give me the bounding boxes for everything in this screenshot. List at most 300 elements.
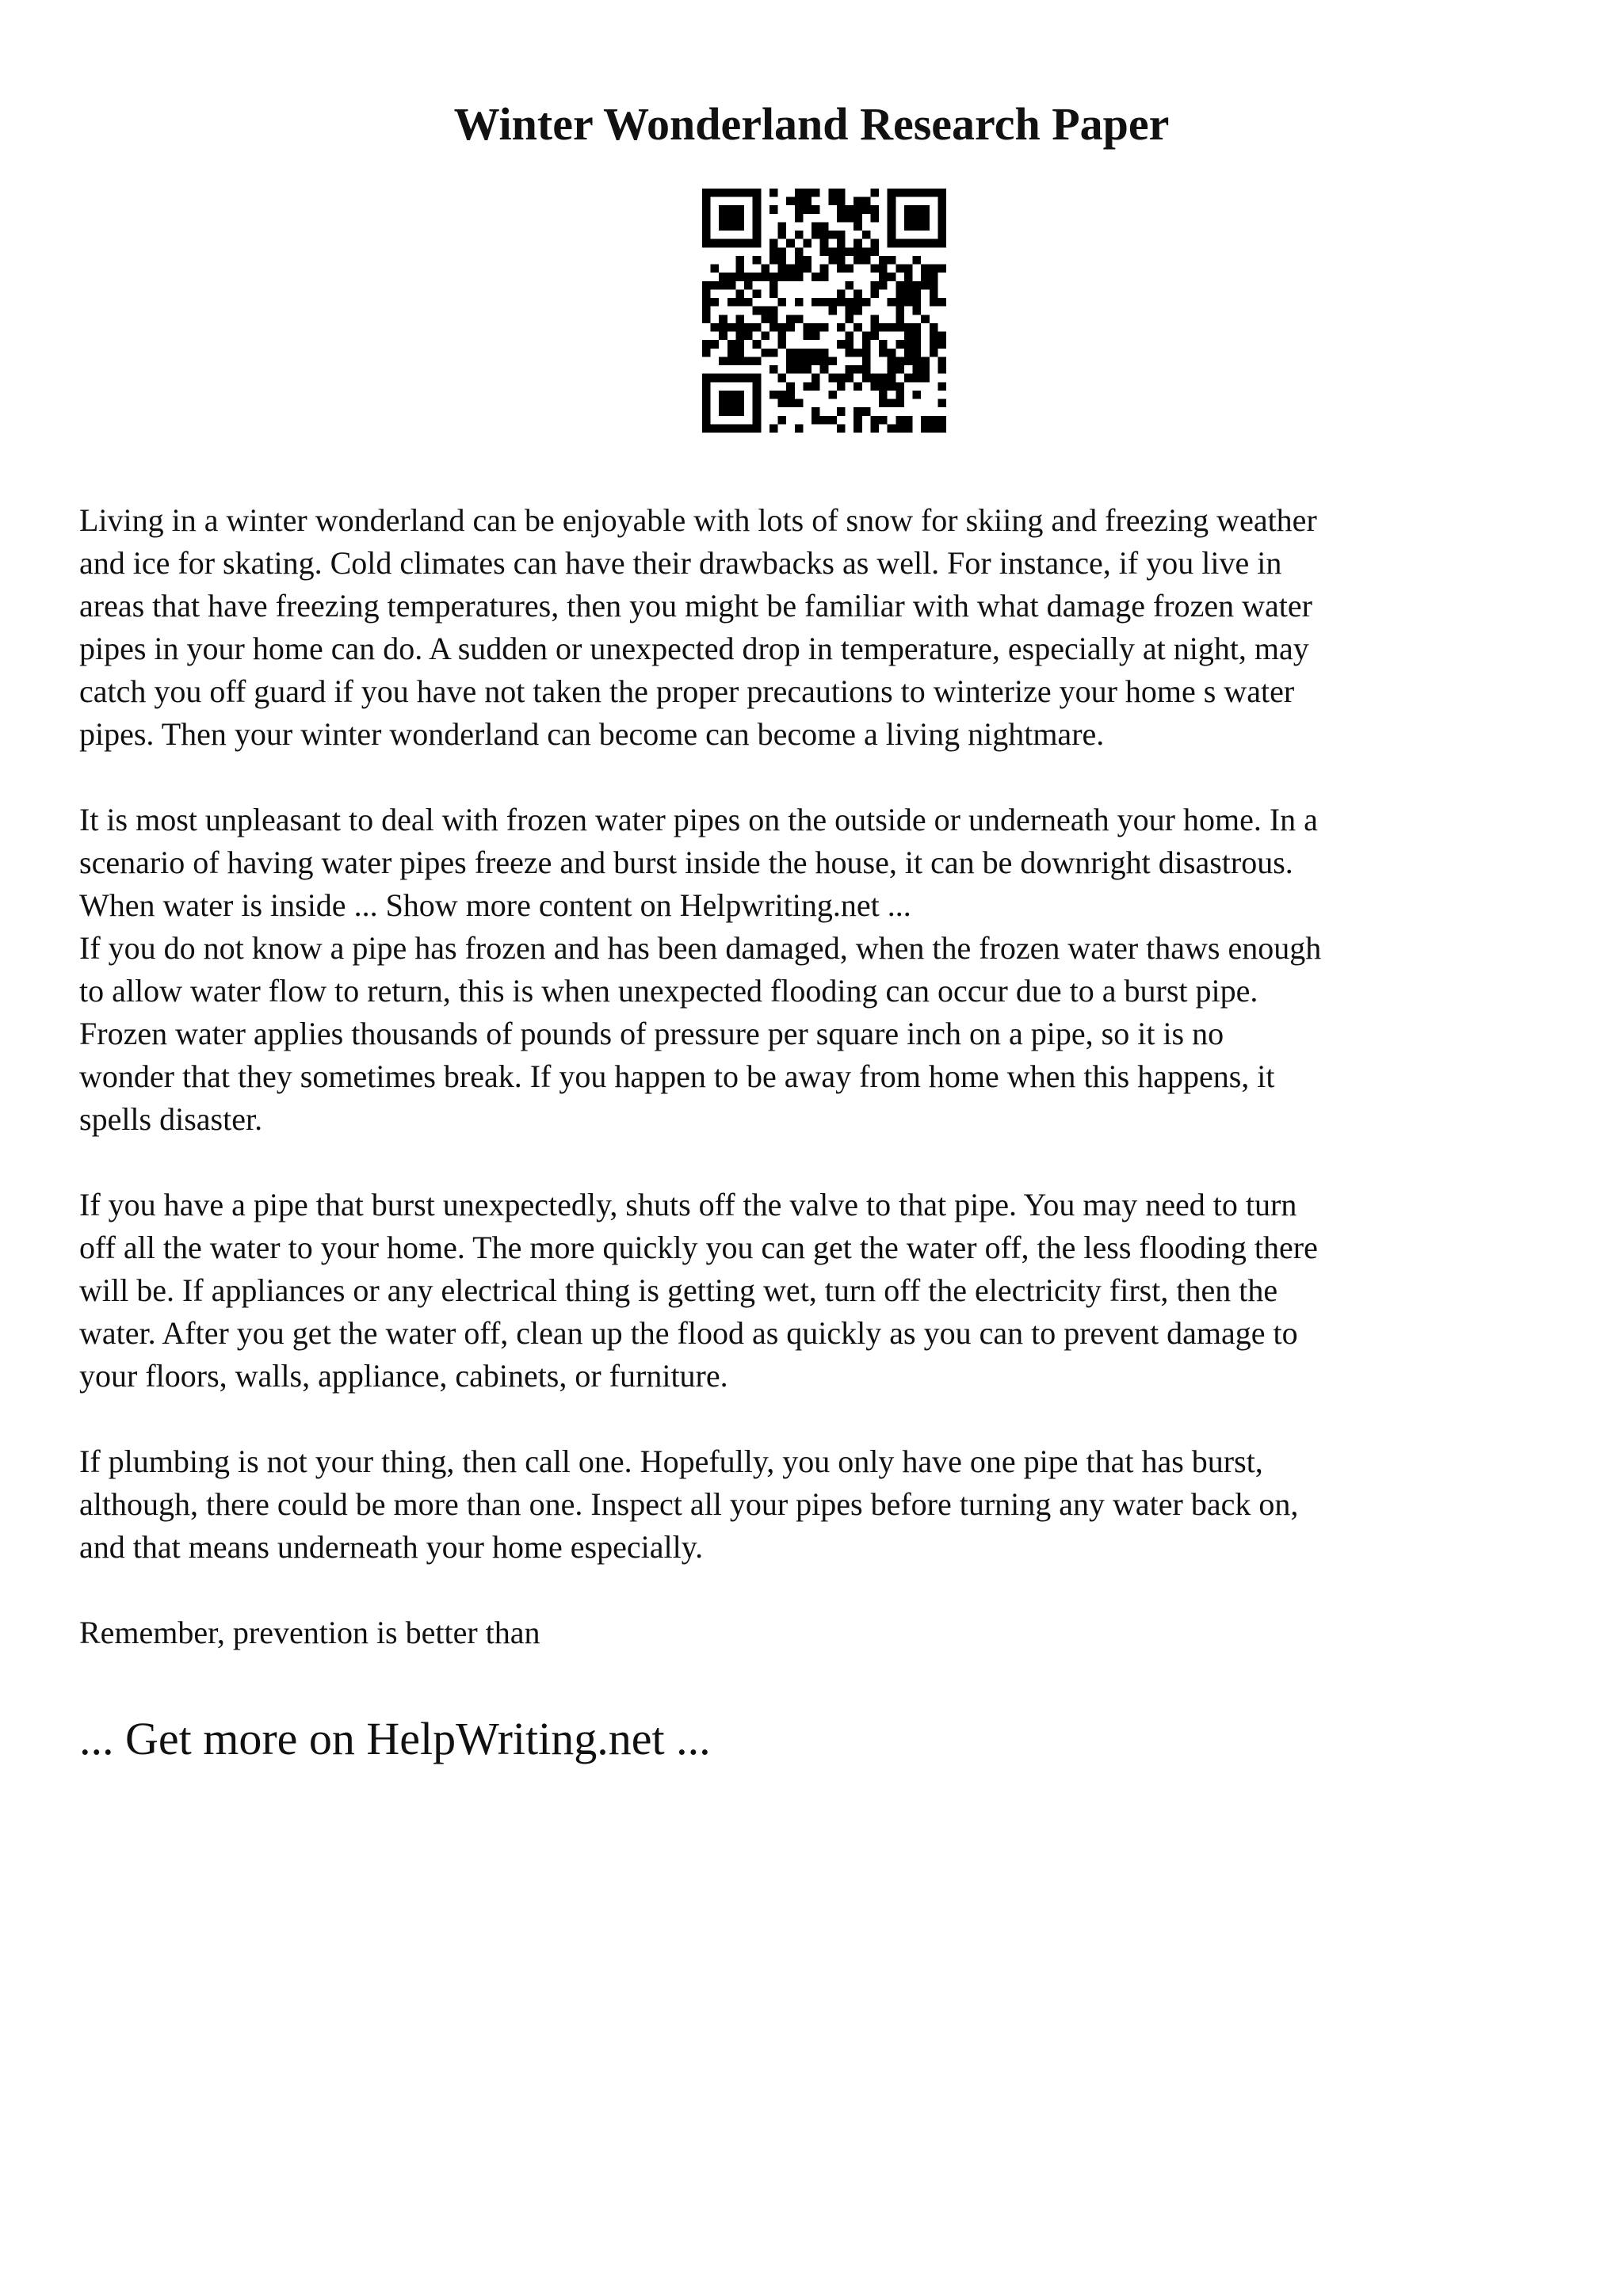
- qr-module: [702, 416, 711, 425]
- page-title: Winter Wonderland Research Paper: [453, 98, 1170, 150]
- qr-module: [711, 281, 720, 290]
- qr-module: [820, 365, 829, 374]
- qr-module: [702, 307, 711, 315]
- qr-module: [727, 323, 736, 332]
- qr-module: [870, 239, 879, 248]
- qr-module: [753, 307, 762, 315]
- qr-module: [803, 205, 812, 214]
- qr-module: [846, 265, 854, 273]
- qr-module: [862, 231, 871, 239]
- qr-module: [803, 332, 812, 341]
- qr-module: [862, 374, 871, 383]
- qr-module: [786, 239, 795, 248]
- qr-module: [854, 239, 862, 248]
- qr-module: [938, 424, 946, 433]
- qr-module: [913, 214, 922, 223]
- qr-module: [930, 416, 938, 425]
- paragraph-plumbing: If plumbing is not your thing, then call one. Hopefully, you only have one pipe that has burst, although, there could be more than one. Inspect all your pipes before turning any water back on, and that means underneath your home especially.: [79, 1444, 1299, 1565]
- qr-module: [769, 273, 778, 281]
- qr-module: [888, 365, 896, 374]
- qr-module: [854, 323, 862, 332]
- qr-module: [921, 315, 930, 323]
- qr-module: [846, 307, 854, 315]
- qr-module: [719, 391, 727, 399]
- qr-module: [702, 349, 711, 357]
- qr-module: [888, 197, 896, 206]
- qr-module: [753, 289, 762, 298]
- qr-module: [702, 281, 711, 290]
- qr-module: [837, 289, 846, 298]
- qr-module: [812, 416, 820, 425]
- paragraph-damage: If you do not know a pipe has frozen and has been damaged, when the frozen water thaws enough to allow water flow to return, this is when unexpected flooding can occur due to a burst pipe. Frozen water applies thousands of pounds of pressure per square inch on a pipe, so it is no wonder that they sometimes break. If you happen to be away from home when this happens, it spells disaster.: [79, 930, 1322, 1137]
- qr-module: [854, 349, 862, 357]
- qr-module: [812, 205, 820, 214]
- qr-module: [904, 332, 913, 341]
- qr-module: [837, 298, 846, 307]
- qr-module: [744, 273, 753, 281]
- get-more-link[interactable]: ... Get more on HelpWriting.net ...: [79, 1713, 711, 1764]
- qr-module: [921, 214, 930, 223]
- qr-module: [896, 298, 904, 307]
- qr-module: [727, 399, 736, 408]
- qr-module: [820, 349, 829, 357]
- qr-module: [735, 289, 744, 298]
- qr-module: [888, 374, 896, 383]
- qr-module: [938, 332, 946, 341]
- qr-module: [711, 323, 720, 332]
- qr-module: [828, 197, 837, 206]
- qr-module: [753, 222, 762, 231]
- qr-module: [879, 399, 888, 408]
- qr-module: [904, 214, 913, 223]
- qr-module: [769, 247, 778, 256]
- qr-module: [879, 340, 888, 349]
- qr-module: [727, 239, 736, 248]
- qr-module: [913, 349, 922, 357]
- qr-module: [820, 298, 829, 307]
- qr-module: [828, 416, 837, 425]
- qr-module: [812, 298, 820, 307]
- qr-module: [913, 256, 922, 265]
- qr-module: [930, 265, 938, 273]
- qr-module: [896, 365, 904, 374]
- qr-module: [921, 365, 930, 374]
- qr-module: [753, 239, 762, 248]
- qr-module: [904, 189, 913, 197]
- qr-module: [735, 273, 744, 281]
- qr-module: [778, 332, 787, 341]
- qr-module: [778, 416, 787, 425]
- qr-module: [938, 197, 946, 206]
- qr-module: [862, 349, 871, 357]
- qr-module: [837, 424, 846, 433]
- qr-module: [879, 265, 888, 273]
- qr-module: [786, 197, 795, 206]
- qr-module: [753, 391, 762, 399]
- qr-module: [744, 357, 753, 365]
- qr-module: [786, 391, 795, 399]
- qr-module: [753, 231, 762, 239]
- qr-module: [744, 298, 753, 307]
- qr-module: [870, 189, 879, 197]
- qr-module: [778, 340, 787, 349]
- qr-module: [795, 256, 804, 265]
- qr-module: [888, 239, 896, 248]
- qr-module: [702, 391, 711, 399]
- qr-module: [870, 289, 879, 298]
- qr-module: [879, 349, 888, 357]
- qr-module: [896, 315, 904, 323]
- qr-module: [812, 231, 820, 239]
- qr-module: [837, 247, 846, 256]
- qr-module: [719, 374, 727, 383]
- qr-module: [888, 256, 896, 265]
- qr-module: [862, 407, 871, 416]
- qr-module: [888, 214, 896, 223]
- qr-module: [753, 382, 762, 391]
- qr-module: [744, 323, 753, 332]
- qr-module: [913, 365, 922, 374]
- qr-module: [719, 205, 727, 214]
- qr-module: [702, 231, 711, 239]
- qr-module: [896, 416, 904, 425]
- qr-module: [837, 340, 846, 349]
- qr-module: [803, 239, 812, 248]
- qr-module: [761, 332, 769, 341]
- qr-module: [735, 332, 744, 341]
- qr-module: [846, 298, 854, 307]
- qr-module: [769, 365, 778, 374]
- qr-module: [837, 205, 846, 214]
- qr-module: [761, 265, 769, 273]
- paragraph-frozen-pipes: It is most unpleasant to deal with frozen water pipes on the outside or underneath your home. In a scenario of having water pipes freeze and burst inside the house, it can be downright disastrous. When water is inside ... Show more content on Helpwriting.net ...: [79, 802, 1318, 923]
- qr-module: [837, 256, 846, 265]
- qr-module: [803, 357, 812, 365]
- qr-module: [778, 391, 787, 399]
- qr-module: [753, 323, 762, 332]
- qr-module: [904, 265, 913, 273]
- qr-module: [727, 205, 736, 214]
- qr-module: [896, 399, 904, 408]
- qr-module: [938, 357, 946, 365]
- qr-module: [719, 357, 727, 365]
- qr-module: [702, 382, 711, 391]
- qr-module: [854, 197, 862, 206]
- qr-module: [913, 391, 922, 399]
- qr-module: [888, 298, 896, 307]
- qr-module: [778, 374, 787, 383]
- qr-module: [930, 424, 938, 433]
- qr-module: [930, 239, 938, 248]
- qr-module: [769, 349, 778, 357]
- qr-module: [735, 340, 744, 349]
- qr-module: [904, 239, 913, 248]
- qr-module: [711, 189, 720, 197]
- qr-module: [888, 231, 896, 239]
- qr-module: [711, 298, 720, 307]
- qr-module: [778, 273, 787, 281]
- qr-module: [711, 239, 720, 248]
- qr-module: [846, 340, 854, 349]
- qr-module: [727, 214, 736, 223]
- qr-module: [727, 298, 736, 307]
- qr-module: [938, 231, 946, 239]
- qr-module: [727, 349, 736, 357]
- qr-module: [870, 374, 879, 383]
- qr-module: [913, 281, 922, 290]
- qr-module: [828, 298, 837, 307]
- qr-module: [702, 399, 711, 408]
- qr-module: [828, 256, 837, 265]
- qr-module: [803, 256, 812, 265]
- qr-module: [820, 222, 829, 231]
- qr-module: [837, 239, 846, 248]
- qr-module: [753, 374, 762, 383]
- qr-module: [702, 407, 711, 416]
- qr-module: [837, 189, 846, 197]
- qr-module: [719, 273, 727, 281]
- qr-module: [735, 239, 744, 248]
- qr-module: [921, 239, 930, 248]
- qr-module: [888, 273, 896, 281]
- qr-module: [769, 424, 778, 433]
- qr-module: [904, 222, 913, 231]
- qr-module: [904, 289, 913, 298]
- qr-module: [735, 349, 744, 357]
- qr-module: [930, 298, 938, 307]
- qr-module: [820, 323, 829, 332]
- qr-module: [888, 323, 896, 332]
- qr-module: [761, 349, 769, 357]
- qr-module: [921, 374, 930, 383]
- qr-module: [735, 391, 744, 399]
- qr-module: [795, 231, 804, 239]
- qr-module: [896, 189, 904, 197]
- qr-module: [870, 265, 879, 273]
- qr-module: [795, 315, 804, 323]
- qr-module: [727, 374, 736, 383]
- qr-module: [879, 323, 888, 332]
- qr-module: [769, 239, 778, 248]
- qr-module: [753, 197, 762, 206]
- qr-module: [879, 273, 888, 281]
- qr-module: [837, 323, 846, 332]
- qr-module: [854, 424, 862, 433]
- qr-module: [769, 189, 778, 197]
- qr-module: [896, 340, 904, 349]
- qr-module: [812, 382, 820, 391]
- qr-module: [820, 247, 829, 256]
- qr-module: [795, 197, 804, 206]
- qr-module: [753, 273, 762, 281]
- qr-module: [879, 374, 888, 383]
- qr-module: [753, 189, 762, 197]
- qr-module: [719, 239, 727, 248]
- qr-module: [828, 231, 837, 239]
- qr-module: [938, 239, 946, 248]
- qr-module: [828, 247, 837, 256]
- qr-module: [870, 332, 879, 341]
- qr-module: [702, 340, 711, 349]
- qr-module: [888, 424, 896, 433]
- qr-module: [769, 205, 778, 214]
- qr-module: [938, 340, 946, 349]
- qr-module: [854, 365, 862, 374]
- qr-module: [769, 289, 778, 298]
- qr-module: [786, 349, 795, 357]
- qr-module: [854, 289, 862, 298]
- qr-module: [913, 307, 922, 315]
- qr-module: [888, 222, 896, 231]
- qr-module: [812, 189, 820, 197]
- paragraph-prevention: Remember, prevention is better than: [79, 1615, 540, 1650]
- paragraph-intro: Living in a winter wonderland can be enjoyable with lots of snow for skiing and freezing weather and ice for skating. Cold climates can have their drawbacks as well. For instance, if you live in areas that have freezing temperatures, then you might be familiar with what damage frozen water pipes in your home can do. A sudden or unexpected drop in temperature, especially at night, may catch you off guard if you have not taken the proper precautions to winterize your home s water pipes. Then your winter wonderland can become can become a living nightmare.: [79, 502, 1317, 752]
- qr-module: [904, 323, 913, 332]
- qr-module: [702, 214, 711, 223]
- qr-module: [904, 298, 913, 307]
- qr-module: [735, 189, 744, 197]
- qr-module: [820, 239, 829, 248]
- qr-module: [778, 256, 787, 265]
- qr-module: [719, 399, 727, 408]
- qr-module: [904, 340, 913, 349]
- qr-module: [735, 323, 744, 332]
- qr-module: [778, 323, 787, 332]
- qr-module: [735, 357, 744, 365]
- qr-module: [702, 239, 711, 248]
- qr-module: [854, 382, 862, 391]
- qr-module: [803, 265, 812, 273]
- qr-module: [778, 265, 787, 273]
- qr-module: [896, 239, 904, 248]
- qr-module: [888, 399, 896, 408]
- qr-module: [930, 289, 938, 298]
- qr-module: [921, 189, 930, 197]
- qr-module: [719, 189, 727, 197]
- qr-module: [938, 205, 946, 214]
- qr-module: [904, 281, 913, 290]
- qr-module: [795, 247, 804, 256]
- qr-module: [930, 349, 938, 357]
- qr-module: [846, 332, 854, 341]
- qr-module: [795, 273, 804, 281]
- qr-module: [711, 265, 720, 273]
- qr-module: [744, 281, 753, 290]
- qr-module: [913, 374, 922, 383]
- qr-module: [753, 416, 762, 425]
- qr-module: [702, 205, 711, 214]
- qr-module: [854, 222, 862, 231]
- qr-module: [727, 424, 736, 433]
- qr-module: [828, 357, 837, 365]
- qr-module: [727, 407, 736, 416]
- qr-module: [930, 281, 938, 290]
- qr-module: [888, 349, 896, 357]
- qr-module: [854, 407, 862, 416]
- qr-module: [702, 189, 711, 197]
- qr-module: [702, 298, 711, 307]
- qr-module: [735, 298, 744, 307]
- qr-module: [769, 315, 778, 323]
- qr-module: [846, 214, 854, 223]
- qr-module: [846, 205, 854, 214]
- qr-module: [870, 424, 879, 433]
- qr-module: [846, 349, 854, 357]
- qr-module: [719, 323, 727, 332]
- qr-module: [870, 214, 879, 223]
- qr-module: [846, 281, 854, 290]
- qr-module: [753, 256, 762, 265]
- qr-module: [913, 205, 922, 214]
- qr-module: [735, 222, 744, 231]
- qr-module: [904, 424, 913, 433]
- qr-module: [896, 289, 904, 298]
- qr-module: [786, 273, 795, 281]
- qr-module: [938, 365, 946, 374]
- qr-module: [735, 265, 744, 273]
- qr-module: [702, 222, 711, 231]
- qr-module: [786, 357, 795, 365]
- qr-module: [862, 365, 871, 374]
- qr-module: [735, 256, 744, 265]
- qr-module: [719, 424, 727, 433]
- qr-module: [828, 374, 837, 383]
- qr-module: [938, 222, 946, 231]
- qr-module: [828, 391, 837, 399]
- qr-module: [795, 349, 804, 357]
- qr-module: [753, 205, 762, 214]
- qr-module: [921, 281, 930, 290]
- qr-module: [711, 340, 720, 349]
- qr-module: [727, 222, 736, 231]
- qr-module: [744, 332, 753, 341]
- qr-module: [812, 374, 820, 383]
- qr-module: [904, 273, 913, 281]
- qr-module: [896, 357, 904, 365]
- qr-module: [870, 315, 879, 323]
- qr-module: [938, 382, 946, 391]
- qr-module: [711, 424, 720, 433]
- qr-module: [778, 298, 787, 307]
- qr-module: [854, 205, 862, 214]
- qr-module: [702, 424, 711, 433]
- qr-module: [719, 332, 727, 341]
- qr-module: [778, 231, 787, 239]
- qr-module: [913, 332, 922, 341]
- qr-module: [719, 222, 727, 231]
- qr-module: [727, 340, 736, 349]
- qr-module: [795, 205, 804, 214]
- qr-module: [846, 247, 854, 256]
- paragraph-burst-pipe: If you have a pipe that burst unexpectedly, shuts off the valve to that pipe. You may need to turn off all the water to your home. The more quickly you can get the water off, the less flooding there will be. If appliances or any electrical thing is getting wet, turn off the electricity first, then the water. After you get the water off, clean up the flood as quickly as you can to prevent damage to your floors, walls, appliance, cabinets, or furniture.: [79, 1187, 1318, 1394]
- qr-module: [753, 407, 762, 416]
- qr-module: [921, 205, 930, 214]
- qr-module: [795, 214, 804, 223]
- qr-module: [896, 424, 904, 433]
- qr-module: [727, 357, 736, 365]
- qr-module: [702, 289, 711, 298]
- qr-module: [795, 399, 804, 408]
- qr-module: [719, 407, 727, 416]
- qr-code-icon: [702, 189, 946, 433]
- qr-module: [820, 416, 829, 425]
- qr-module: [888, 357, 896, 365]
- qr-module: [938, 189, 946, 197]
- qr-module: [846, 315, 854, 323]
- qr-module: [744, 374, 753, 383]
- qr-module: [753, 399, 762, 408]
- qr-module: [803, 365, 812, 374]
